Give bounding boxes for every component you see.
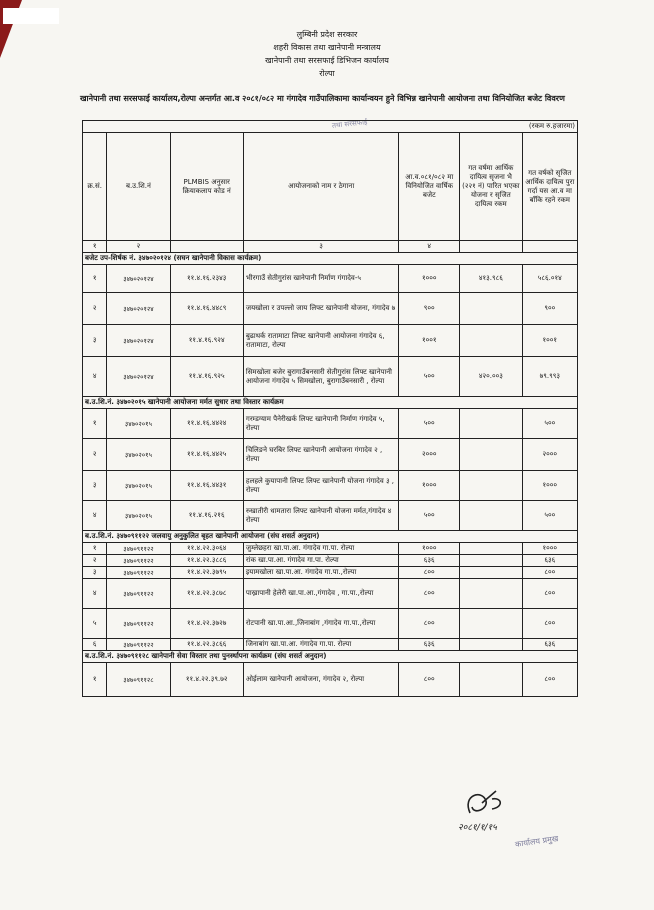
cell-plmbis: ११.४.१६.४४८९ (170, 293, 243, 325)
cell-remaining: ५०० (522, 409, 577, 439)
unit-label: (रकम रु.हजारमा) (83, 121, 578, 133)
col-number: ३ (243, 241, 398, 253)
cell-name: पाख्रापानी हेलेरी खा.पा.आ.,गंगादेव , गा.पा.,रोल्पा (243, 579, 398, 609)
office-stamp: कार्यालय प्रमुख (514, 834, 559, 849)
cell-code: ३४७०२०१२४ (107, 325, 170, 357)
col-header-budget: आ.व.०८१/०८२ मा विनियोजित वार्षिक बजेट (399, 133, 460, 241)
col-number (460, 241, 522, 253)
column-number-row (83, 241, 578, 253)
cell-liability (460, 471, 522, 501)
cell-budget: ८०० (399, 579, 460, 609)
table-row (83, 501, 578, 531)
cell-liability (460, 663, 522, 697)
cell-budget: ८०० (399, 663, 460, 697)
cell-liability (460, 579, 522, 609)
cell-budget: १००० (399, 471, 460, 501)
cell-sn: ३ (83, 325, 107, 357)
cell-remaining: १००१ (522, 325, 577, 357)
cell-sn: ४ (83, 501, 107, 531)
cell-name: भीरगाउँ सेतीगुरांस खानेपानी निर्माण गंगादेव-५ (243, 265, 398, 293)
cell-code: ३४७०२०१५ (107, 439, 170, 471)
cell-remaining: ७९.९९३ (522, 357, 577, 397)
cell-code: ३४७०९११२२ (107, 579, 170, 609)
cell-code: ३४७०९११२२ (107, 567, 170, 579)
cell-plmbis: ११.४.२२.३०६४ (170, 543, 243, 555)
cell-remaining: ९०० (522, 293, 577, 325)
table-row (83, 471, 578, 501)
cell-sn: २ (83, 555, 107, 567)
cell-name: रोटपानी खा.पा.आ.,जिनाबांग ,गंगादेव गा.पा.,रोल्पा (243, 609, 398, 639)
table-row (83, 357, 578, 397)
office-header (0, 28, 654, 80)
col-header-liability: गत वर्षमा आर्थिक दायित्व सृजना भै (२२१ नं) पारित भएका योजना र सृजित दायित्व रकम (460, 133, 522, 241)
cell-sn: २ (83, 293, 107, 325)
cell-plmbis: ११.४.२२.३७९५ (170, 567, 243, 579)
cell-name: जुम्लेछहरा खा.पा.आ. गंगादेव गा.पा. रोल्पा (243, 543, 398, 555)
cell-liability (460, 409, 522, 439)
cell-name: सिमखोला बजेर बुरागाउँबनसारी सेतीगुरांस लिफ्ट खानेपानी आयोजना गंगादेव ५ सिमखोला, बुरागाउँबनसारी , रोल्पा (243, 357, 398, 397)
col-number: २ (107, 241, 170, 253)
col-header-plmbis: PLMBIS अनुसार क्रियाकलाप कोड नं (170, 133, 243, 241)
cell-plmbis: ११.४.१६.९२५ (170, 357, 243, 397)
cell-code: ३४७०२०१५ (107, 501, 170, 531)
cell-name: गरम्डग्याम पैनेरीखर्क लिफ्ट खानेपानी निर्माण गंगादेव ५, रोल्पा (243, 409, 398, 439)
cell-code: ३४७०२०१५ (107, 409, 170, 439)
col-number: १ (83, 241, 107, 253)
cell-remaining: ६३६ (522, 555, 577, 567)
cell-name: हलहले कुयापानी लिफ्ट लिफ्ट खानेपानी योजना गंगादेव ३ , रोल्पा (243, 471, 398, 501)
cell-plmbis: ११.४.२२.३८६६ (170, 639, 243, 651)
cell-name: चिलिङने घरबिर लिफ्ट खानेपानी आयोजना गंगादेव २ , रोल्पा (243, 439, 398, 471)
table-row (83, 325, 578, 357)
cell-sn: १ (83, 409, 107, 439)
cell-liability (460, 609, 522, 639)
cell-remaining: १००० (522, 543, 577, 555)
cell-name: ओईलाम खानेपानी आयोजना, गंगादेव २, रोल्पा (243, 663, 398, 697)
cell-sn: २ (83, 439, 107, 471)
cell-name: रुखातीरी धामतारा लिफ्ट खानेपानी योजना मर्मत,गंगादेव ४ रोल्पा (243, 501, 398, 531)
cell-remaining: ५८६.०१४ (522, 265, 577, 293)
cell-budget: ५०० (399, 357, 460, 397)
cell-name: बुढाथर्क रातामाटा लिफ्ट खानेपानी आयोजना गंगादेव ६, रातामाटा, रोल्पा (243, 325, 398, 357)
cell-remaining: ८०० (522, 567, 577, 579)
cell-plmbis: ११.४.१६.९२४ (170, 325, 243, 357)
cell-plmbis: ११.४.१६.२३४३ (170, 265, 243, 293)
section-title: ब.उ.शि.नं. ३४७०९११२२ जलवायु अनुकुलित बृहत खानेपानी आयोजना (संघ शसर्त अनुदान) (83, 531, 578, 543)
cell-remaining: ६३६ (522, 639, 577, 651)
cell-budget: १००० (399, 265, 460, 293)
cell-plmbis: ११.४.२२.३७२७ (170, 609, 243, 639)
col-header-code: ब.उ.शि.नं (107, 133, 170, 241)
cell-remaining: ८०० (522, 663, 577, 697)
cell-budget: ८०० (399, 567, 460, 579)
cell-code: ३४७०९११२८ (107, 663, 170, 697)
col-number: ४ (399, 241, 460, 253)
cell-code: ३४७०९११२२ (107, 555, 170, 567)
cell-code: ३४७०२०१२४ (107, 293, 170, 325)
cell-sn: ४ (83, 579, 107, 609)
cell-remaining: १००० (522, 471, 577, 501)
cell-sn: ५ (83, 609, 107, 639)
cell-name: रांक खा.पा.आ. गंगादेव गा.पा. रोल्पा (243, 555, 398, 567)
cell-name: जिनाबांग खा.पा.आ. गंगादेव गा.पा. रोल्पा (243, 639, 398, 651)
table-row (83, 579, 578, 609)
cell-code: ३४७०२०१५ (107, 471, 170, 501)
cell-liability (460, 501, 522, 531)
budget-table (82, 120, 578, 697)
cell-code: ३४७०२०१२४ (107, 357, 170, 397)
section-header-row (83, 651, 578, 663)
cell-name: जयखोला र उपल्लो जाय लिफ्ट खानेपानी योजना, गंगादेव ७ (243, 293, 398, 325)
cell-budget: ५०० (399, 409, 460, 439)
cell-budget: ५०० (399, 501, 460, 531)
cell-sn: ३ (83, 567, 107, 579)
cell-liability (460, 639, 522, 651)
cell-liability (460, 325, 522, 357)
cell-budget: ८०० (399, 609, 460, 639)
paper-tab (3, 8, 59, 24)
cell-name: इयामखोला खा.पा.आ. गंगादेव गा.पा.,रोल्पा (243, 567, 398, 579)
section-header-row (83, 397, 578, 409)
cell-plmbis: ११.४.१६.४४२५ (170, 439, 243, 471)
section-title: ब.उ.शि.नं. ३४७०९११२८ खानेपानी सेवा विस्तार तथा पुनर्स्थापना कार्यक्रम (संघ शसर्त अनुदान) (83, 651, 578, 663)
header-line-4: रोल्पा (319, 69, 335, 78)
table-row (83, 543, 578, 555)
signature-date: २०८१/१/१५ (458, 823, 497, 833)
cell-liability: ४१३.९८६ (460, 265, 522, 293)
table-row (83, 555, 578, 567)
table-row (83, 265, 578, 293)
cell-liability (460, 555, 522, 567)
cell-plmbis: ११.४.२२.३८८६ (170, 555, 243, 567)
cell-sn: ४ (83, 357, 107, 397)
cell-sn: १ (83, 543, 107, 555)
header-line-3: खानेपानी तथा सरसफाई डिभिजन कार्यालय (265, 56, 389, 65)
cell-remaining: ५०० (522, 501, 577, 531)
cell-budget: ६३६ (399, 639, 460, 651)
cell-sn: ६ (83, 639, 107, 651)
table-row (83, 663, 578, 697)
section-header-row (83, 531, 578, 543)
col-number (522, 241, 577, 253)
cell-plmbis: ११.४.१६.४४२४ (170, 409, 243, 439)
table-row (83, 567, 578, 579)
cell-liability: ४२०.००३ (460, 357, 522, 397)
cell-plmbis: ११.४.१६.२१६ (170, 501, 243, 531)
header-line-2: शहरी विकास तथा खानेपानी मन्त्रालय (273, 43, 381, 52)
section-title: बजेट उप-शिर्षक नं. ३४७०२०१२४ (सघन खानेपानी विकास कार्यक्रम) (83, 253, 578, 265)
cell-liability (460, 567, 522, 579)
cell-liability (460, 543, 522, 555)
cell-liability (460, 439, 522, 471)
cell-remaining: ८०० (522, 609, 577, 639)
header-line-1: लुम्बिनी प्रदेश सरकार (296, 30, 358, 39)
cell-budget: २००० (399, 439, 460, 471)
table-row (83, 293, 578, 325)
table-row (83, 609, 578, 639)
cell-remaining: ८०० (522, 579, 577, 609)
cell-budget: १००० (399, 543, 460, 555)
cell-code: ३४७०९११२२ (107, 543, 170, 555)
col-header-sn: क्र.सं. (83, 133, 107, 241)
col-header-name: आयोजनाको नाम र ठेगाना (243, 133, 398, 241)
table-row (83, 439, 578, 471)
cell-plmbis: ११.४.१६.४४३१ (170, 471, 243, 501)
cell-budget: १००१ (399, 325, 460, 357)
table-row (83, 409, 578, 439)
document-intro: खानेपानी तथा सरसफाई कार्यालय,रोल्पा अन्तर्गत आ.व २०८१/०८२ मा गंगादेव गाउँपालिकामा कार्यान्वयन हुने विभिन्न खानेपानी आयोजना तथा विनियोजित बजेट विवरण (80, 94, 565, 103)
cell-budget: ९०० (399, 293, 460, 325)
cell-code: ३४७०९११२२ (107, 639, 170, 651)
cell-sn: १ (83, 663, 107, 697)
cell-code: ३४७०९११२२ (107, 609, 170, 639)
cell-plmbis: ११.४.२२.३८७८ (170, 579, 243, 609)
col-header-remaining: गत वर्षको सृजित आर्थिक दायित्व पुरा गर्दा यस आ.व मा बाँकि रहने रकम (522, 133, 577, 241)
cell-sn: १ (83, 265, 107, 293)
unit-row (83, 121, 578, 133)
col-number (170, 241, 243, 253)
section-header-row (83, 253, 578, 265)
cell-plmbis: ११.४.२२.३९.७२ (170, 663, 243, 697)
faint-stamp-text: तथा सरसफाई (331, 118, 368, 130)
table-row (83, 639, 578, 651)
section-title: ब.उ.शि.नं. ३४७०२०१५ खानेपानी आयोजना मर्मत सुधार तथा विस्तार कार्यक्रम (83, 397, 578, 409)
cell-budget: ६३६ (399, 555, 460, 567)
cell-code: ३४७०२०१२४ (107, 265, 170, 293)
cell-remaining: २००० (522, 439, 577, 471)
header-row (83, 133, 578, 241)
cell-sn: ३ (83, 471, 107, 501)
cell-liability (460, 293, 522, 325)
